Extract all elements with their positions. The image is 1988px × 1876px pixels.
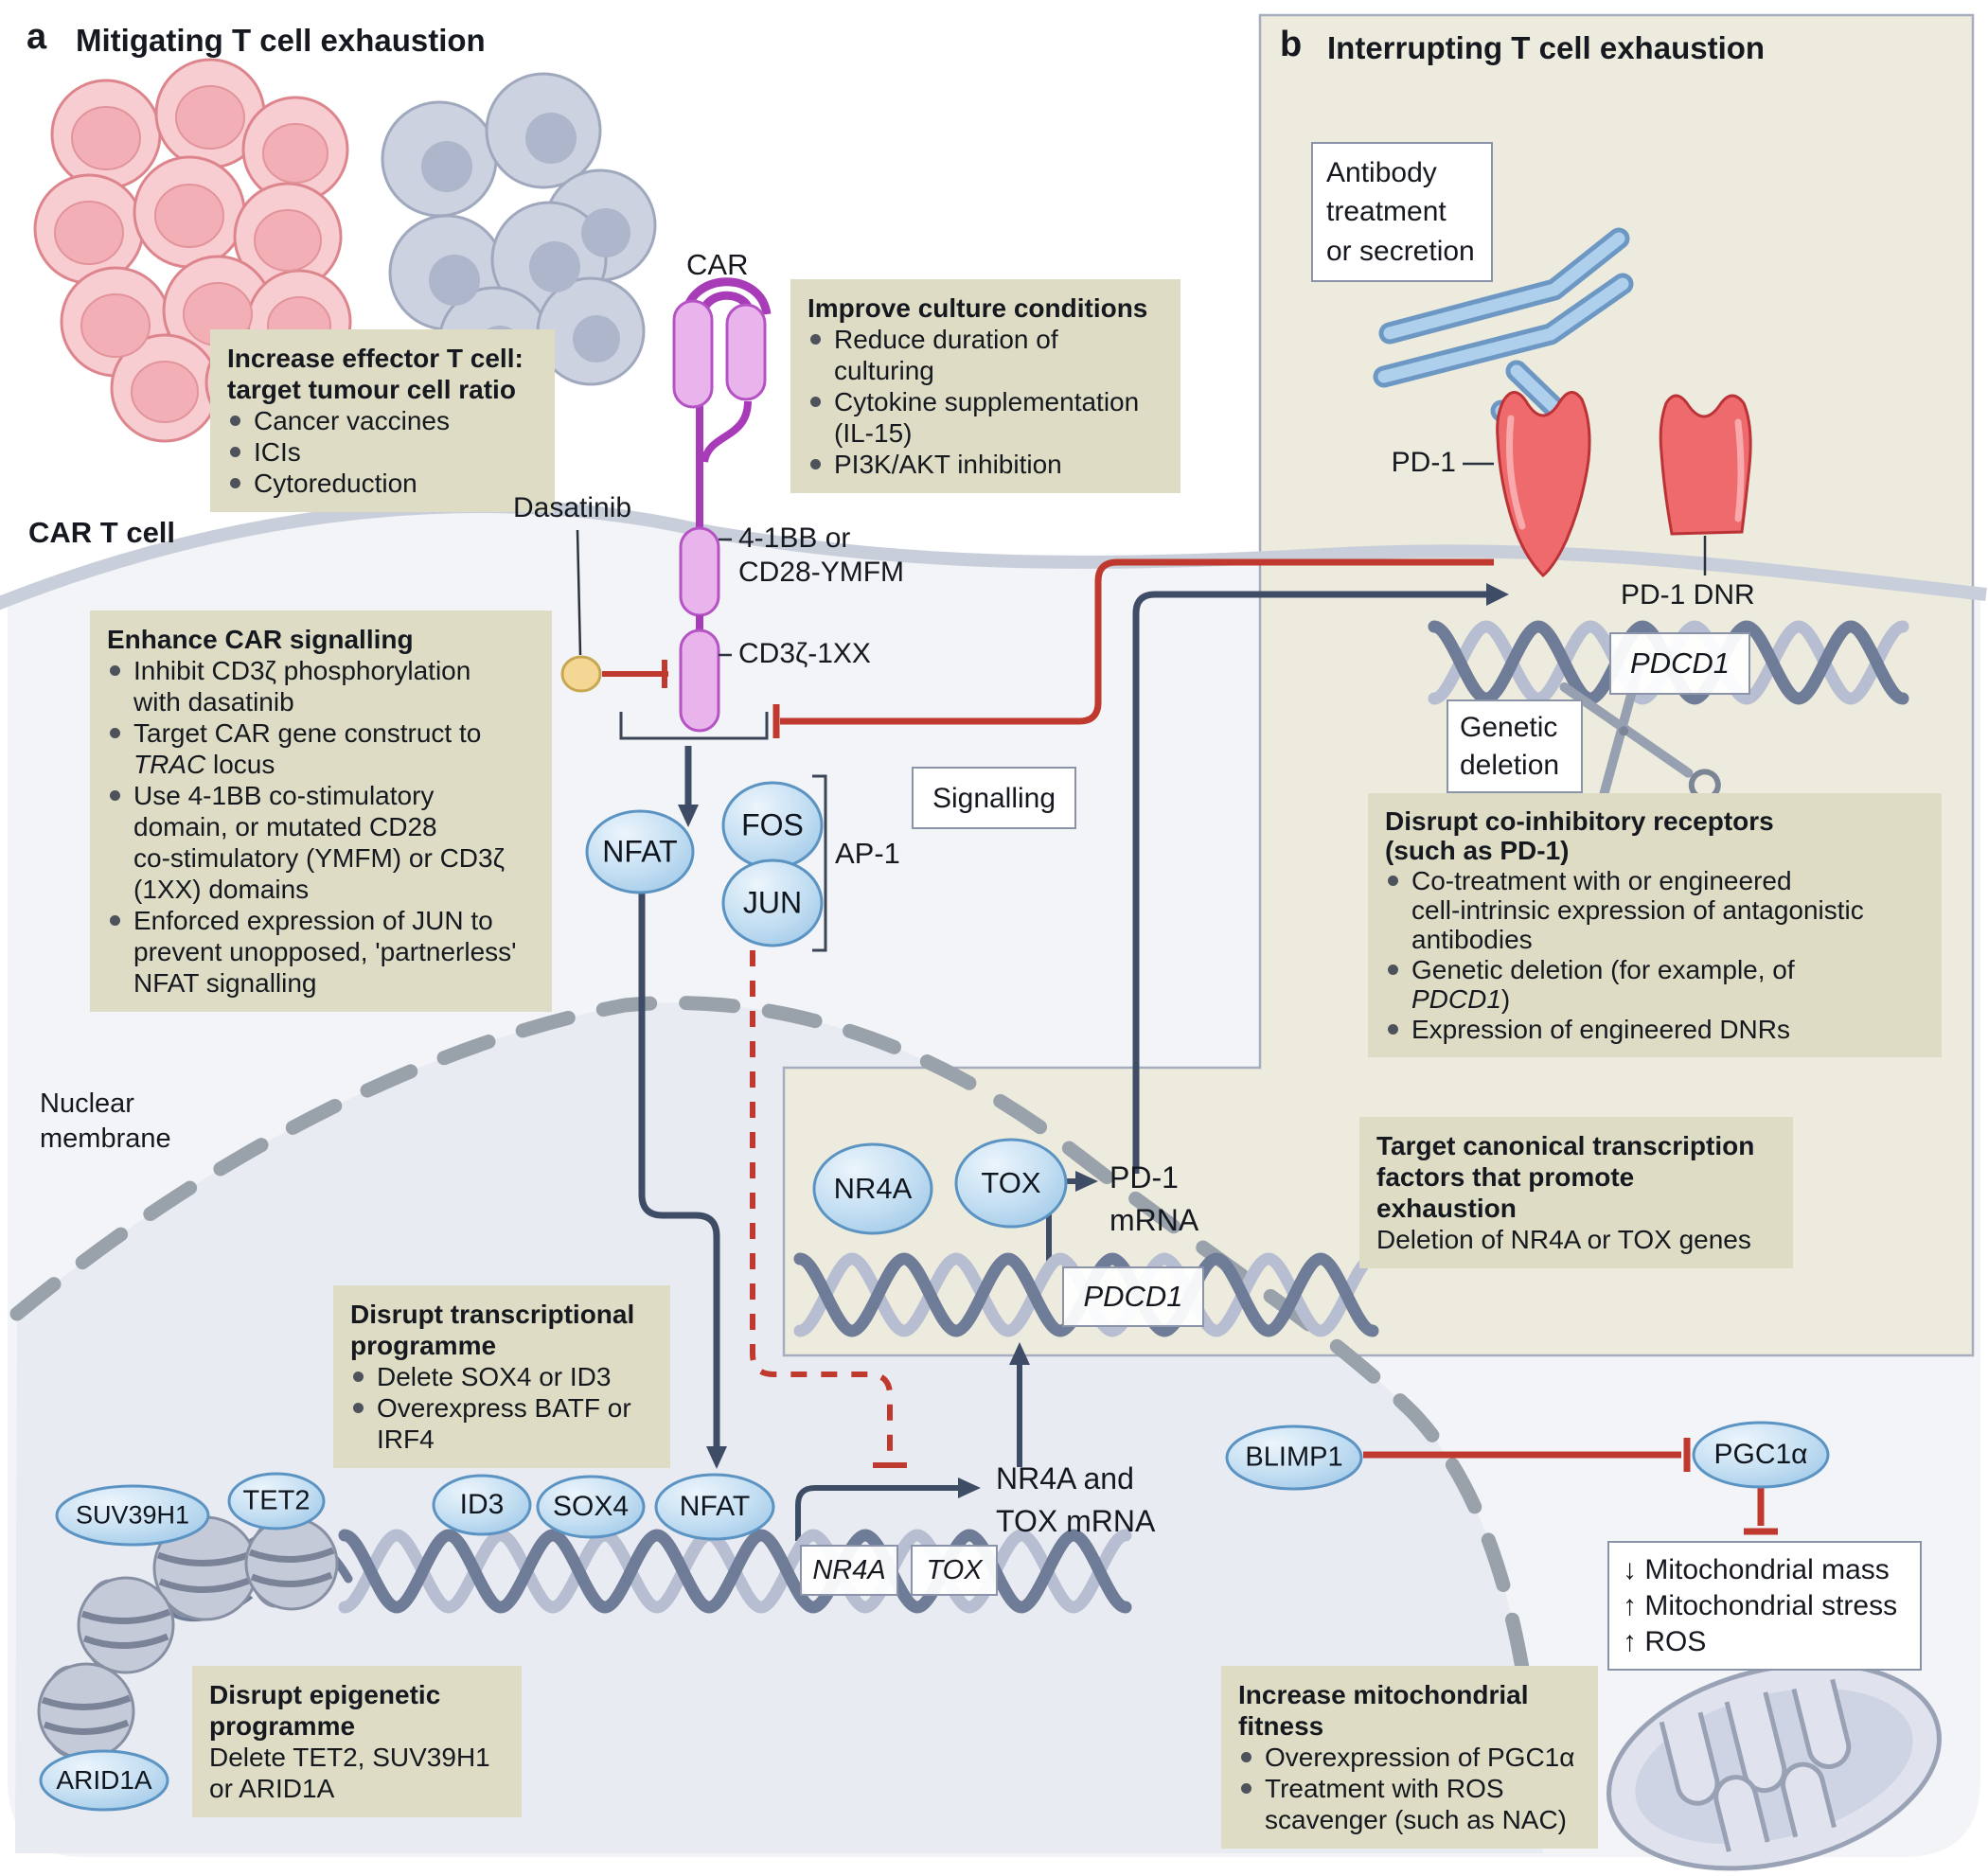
bullet-dot	[353, 1403, 364, 1413]
nr4a-gene-box	[800, 1545, 898, 1596]
text-line: Disrupt epigenetic	[209, 1680, 441, 1709]
improve-culture-title	[808, 292, 1163, 324]
bullet-item	[107, 905, 535, 936]
text-line: Use 4-1BB co-stimulatory	[133, 781, 435, 811]
bullet-line	[1385, 895, 1925, 925]
nr4a-label: NR4A	[833, 1172, 913, 1205]
pdcd1-gene-label: PDCD1	[1083, 1280, 1183, 1313]
text-line: Increase effector T cell:	[227, 344, 524, 373]
text-line: mRNA	[1109, 1203, 1199, 1238]
bullet-dot	[810, 397, 821, 407]
bullet-line	[107, 686, 535, 717]
nuclear-membrane-lines	[40, 1087, 171, 1157]
text-line: deletion	[1460, 749, 1560, 781]
bullet-dot	[1241, 1752, 1251, 1762]
bullet-line	[107, 967, 535, 999]
tox-label: TOX	[981, 1166, 1041, 1199]
target-canonical-box	[1359, 1117, 1793, 1268]
text-line: ↓ Mitochondrial mass	[1623, 1554, 1890, 1585]
tet2-label: TET2	[242, 1485, 311, 1516]
disrupt-transcriptional-title	[350, 1299, 653, 1361]
text-line: Expression of engineered DNRs	[1411, 1014, 1790, 1044]
bullet-item	[808, 386, 1163, 417]
bullet-dot	[810, 334, 821, 345]
disrupt-epigenetic-box	[192, 1666, 522, 1817]
enhance-car-title	[107, 624, 535, 655]
text-seg: )	[1500, 984, 1511, 1015]
text-line: Disrupt transcriptional	[350, 1300, 635, 1329]
bullet-item	[1238, 1742, 1581, 1773]
pgc1a-label: PGC1α	[1713, 1439, 1808, 1470]
mito-effects-box	[1607, 1541, 1922, 1671]
pd1-mrna-lines	[1109, 1157, 1198, 1243]
text-line: Co-treatment with or engineered	[1411, 865, 1792, 895]
bullet-item	[808, 449, 1163, 480]
panel-a-title: Mitigating T cell exhaustion	[76, 23, 486, 58]
bullet-line	[350, 1424, 653, 1455]
text-line: Overexpress BATF or	[377, 1393, 631, 1424]
bullet-line	[1385, 984, 1925, 1014]
text-line: NFAT signalling	[133, 968, 317, 999]
increase-ratio-box	[210, 329, 555, 512]
improve-culture-box	[790, 279, 1180, 493]
bullet-line	[107, 936, 535, 967]
tox-gene-box	[911, 1545, 998, 1596]
text-line: Target CAR gene construct to	[133, 718, 482, 749]
text-line: NR4A and	[996, 1461, 1134, 1495]
target-canonical-body	[1376, 1224, 1776, 1255]
bullet-item	[350, 1361, 653, 1392]
pd1-label: PD-1	[1391, 447, 1456, 478]
text-line: PD-1	[1109, 1160, 1179, 1195]
text-line: Genetic	[1460, 712, 1558, 743]
text-line: Increase mitochondrial	[1238, 1680, 1529, 1709]
bullet-dot	[110, 665, 120, 676]
text-line: Antibody	[1326, 157, 1437, 188]
nuclear-membrane-label	[40, 1087, 171, 1157]
bullet-dot	[1241, 1783, 1251, 1794]
bullet-item	[808, 324, 1163, 355]
text-seg: TRAC	[133, 750, 206, 780]
text-line: Inhibit CD3ζ phosphorylation	[133, 656, 471, 686]
bullet-dot	[1388, 965, 1398, 975]
tox-gene-label: TOX	[926, 1554, 983, 1585]
panel-a-tag: a	[27, 17, 47, 57]
bullet-item	[350, 1392, 653, 1424]
text-line: exhaustion	[1376, 1194, 1517, 1224]
text-line: Improve culture conditions	[808, 293, 1148, 323]
bullet-dot	[810, 459, 821, 469]
text-line: ↑ ROS	[1623, 1625, 1707, 1657]
increase-ratio-bullets	[227, 405, 538, 499]
pd1-mrna-label	[1109, 1157, 1198, 1243]
blimp1-label: BLIMP1	[1245, 1442, 1343, 1473]
bullet-dot	[1388, 876, 1398, 886]
suv39h1-label: SUV39H1	[75, 1500, 190, 1530]
text-line: membrane	[40, 1124, 171, 1155]
car-t-cell-label: CAR T cell	[28, 516, 176, 549]
increase-ratio-title	[227, 343, 538, 405]
id3-label: ID3	[459, 1489, 505, 1520]
genetic-deletion-lines	[1460, 709, 1570, 784]
car-label: CAR	[686, 248, 749, 281]
increase-mito-box	[1221, 1666, 1598, 1849]
text-line: Target canonical transcription	[1376, 1131, 1755, 1160]
costim-label-line2: CD28-YMFM	[738, 557, 905, 588]
bullet-dot	[1388, 1024, 1398, 1035]
enhance-car-bullets	[107, 655, 535, 999]
costim-label-line1: 4-1BB or	[738, 522, 851, 554]
text-line: Delete SOX4 or ID3	[377, 1362, 612, 1392]
disrupt-epigenetic-title	[209, 1679, 505, 1742]
bullet-line	[107, 874, 535, 905]
enhance-car-box	[90, 611, 552, 1012]
disrupt-coinhibitory-title	[1385, 806, 1925, 866]
text-line: ↑ Mitochondrial stress	[1623, 1589, 1898, 1621]
nfat-label: NFAT	[602, 834, 678, 869]
text-line: Deletion of NR4A or TOX genes	[1376, 1225, 1751, 1255]
pdcd1-gene-label: PDCD1	[1629, 646, 1731, 680]
bullet-dot	[230, 447, 240, 457]
pd1-dnr-label: PD-1 DNR	[1621, 579, 1755, 611]
text-line: Overexpression of PGC1α	[1265, 1743, 1575, 1773]
text-line: TOX mRNA	[996, 1504, 1156, 1539]
sox4-label: SOX4	[552, 1491, 630, 1522]
signalling-box	[912, 767, 1076, 829]
text-line: treatment	[1326, 196, 1447, 228]
text-line	[133, 750, 275, 779]
bullet-item	[1238, 1773, 1581, 1804]
text-line: fitness	[1238, 1711, 1324, 1742]
bullet-line	[1238, 1804, 1581, 1835]
disrupt-coinhibitory-bullets	[1385, 866, 1925, 1044]
nr4a-tox-mrna-label	[996, 1458, 1155, 1544]
bullet-item	[1385, 866, 1925, 895]
panel-b-title: Interrupting T cell exhaustion	[1327, 30, 1766, 65]
text-line: Genetic deletion (for example, of	[1411, 954, 1795, 984]
text-line: factors that promote	[1376, 1162, 1635, 1193]
increase-mito-title	[1238, 1679, 1581, 1742]
text-seg: PDCD1	[1411, 984, 1501, 1015]
text-line: Cancer vaccines	[254, 406, 450, 436]
disrupt-epigenetic-body	[209, 1742, 505, 1804]
bullet-dot	[230, 478, 240, 488]
text-line: Enforced expression of JUN to	[133, 906, 493, 936]
disrupt-coinhibitory-box	[1368, 793, 1942, 1057]
bullet-item	[227, 468, 538, 499]
text-line: or ARID1A	[209, 1774, 335, 1804]
disrupt-transcriptional-bullets	[350, 1361, 653, 1455]
nr4a-gene-label: NR4A	[812, 1554, 886, 1585]
text-line: cell-intrinsic expression of antagonistic	[1411, 895, 1864, 926]
arid1a-label: ARID1A	[56, 1765, 152, 1795]
bullet-line	[1385, 925, 1925, 954]
text-line: (1XX) domains	[133, 875, 310, 905]
text-line: domain, or mutated CD28	[133, 812, 437, 842]
text-line: antibodies	[1411, 925, 1533, 955]
improve-culture-bullets	[808, 324, 1163, 480]
text-line: programme	[350, 1331, 497, 1361]
text-line: scavenger (such as NAC)	[1265, 1805, 1568, 1835]
text-line: or secretion	[1326, 235, 1475, 267]
bullet-line	[107, 749, 535, 780]
text-line: Cytokine supplementation	[834, 387, 1140, 417]
bullet-dot	[230, 416, 240, 426]
pdcd1-gene-box-nucleus	[1062, 1266, 1204, 1327]
bullet-dot	[353, 1372, 364, 1382]
text-seg: locus	[205, 750, 275, 780]
bullet-line	[808, 417, 1163, 449]
bullet-item	[1385, 1015, 1925, 1044]
text-line: target tumour cell ratio	[227, 375, 516, 405]
bullet-item	[1385, 955, 1925, 984]
fos-label: FOS	[741, 807, 804, 842]
bullet-item	[227, 405, 538, 436]
bullet-dot	[110, 790, 120, 801]
bullet-item	[107, 655, 535, 686]
antibody-treatment-lines	[1326, 153, 1478, 271]
text-line: Disrupt co-inhibitory receptors	[1385, 806, 1774, 836]
bullet-line	[107, 811, 535, 842]
bullet-item	[227, 436, 538, 468]
bullet-item	[107, 717, 535, 749]
antibody-treatment-box	[1311, 142, 1493, 282]
ap1-label: AP-1	[835, 837, 900, 870]
dasatinib-label: Dasatinib	[513, 492, 632, 523]
text-line: Enhance CAR signalling	[107, 625, 414, 654]
panel-b-tag: b	[1280, 25, 1303, 64]
nr4a-tox-mrna-lines	[996, 1458, 1155, 1544]
bullet-line	[107, 842, 535, 874]
cd3z-label: CD3ζ-1XX	[738, 638, 871, 669]
text-line: Treatment with ROS	[1265, 1774, 1504, 1804]
text-line: (IL-15)	[834, 418, 913, 449]
jun-label: JUN	[742, 885, 803, 920]
text-line: Reduce duration of	[834, 325, 1058, 355]
text-line	[1411, 984, 1510, 1014]
bullet-line	[808, 355, 1163, 386]
mito-effects-lines	[1623, 1552, 1907, 1659]
text-line: IRF4	[377, 1425, 435, 1455]
text-line: programme	[209, 1711, 356, 1742]
text-line: Delete TET2, SUV39H1	[209, 1743, 490, 1773]
text-line: Cytoreduction	[254, 469, 417, 499]
text-line: Nuclear	[40, 1088, 134, 1119]
text-line: with dasatinib	[133, 687, 294, 717]
bullet-dot	[110, 728, 120, 738]
text-line: PI3K/AKT inhibition	[834, 450, 1062, 480]
bullet-dot	[110, 915, 120, 926]
signalling-label: Signalling	[932, 782, 1056, 814]
nfat-nuclear-label: NFAT	[679, 1491, 751, 1522]
genetic-deletion-box	[1447, 699, 1583, 793]
text-line: (such as PD-1)	[1385, 836, 1570, 866]
target-canonical-title	[1376, 1130, 1776, 1224]
text-line: ICIs	[254, 437, 301, 468]
text-line: co-stimulatory (YMFM) or CD3ζ	[133, 843, 505, 874]
text-line: culturing	[834, 356, 934, 386]
pdcd1-gene-box-surface	[1609, 632, 1750, 695]
bullet-item	[107, 780, 535, 811]
text-line: prevent unopposed, 'partnerless'	[133, 937, 517, 967]
disrupt-transcriptional-box	[333, 1285, 670, 1468]
increase-mito-bullets	[1238, 1742, 1581, 1835]
